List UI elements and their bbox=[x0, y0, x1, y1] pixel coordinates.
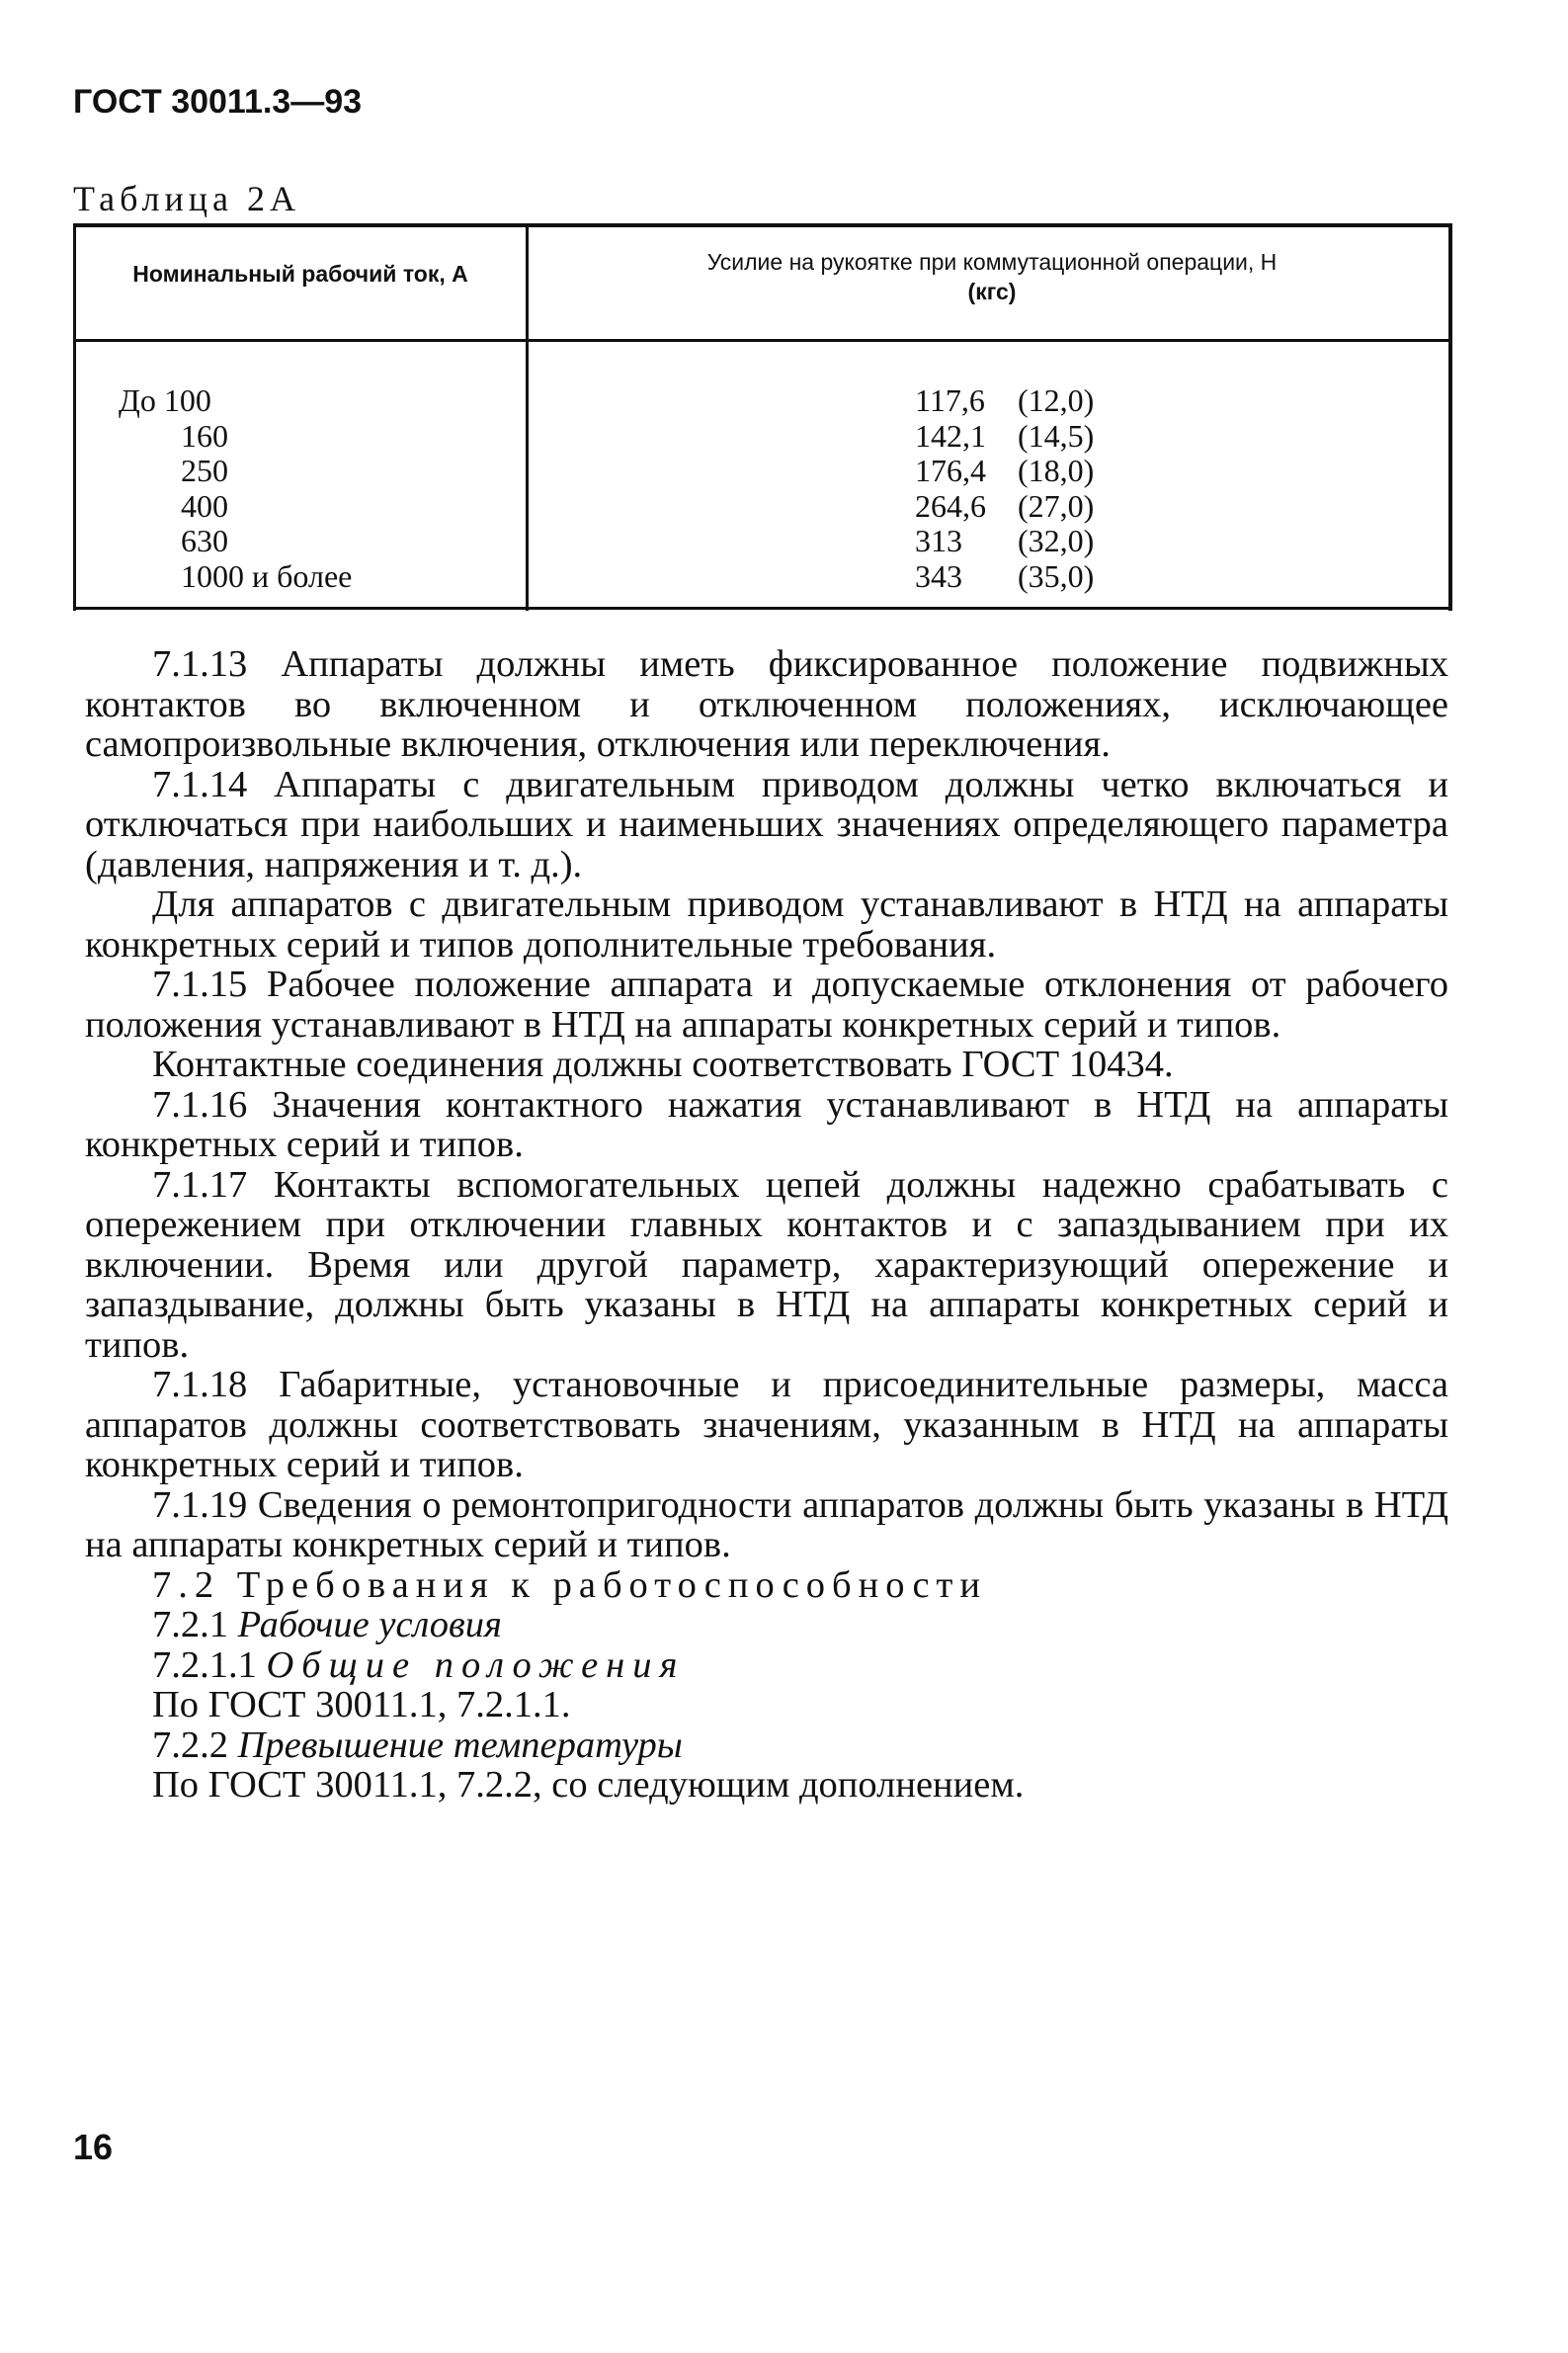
column-header-force-unit: (кгс) bbox=[967, 279, 1017, 304]
table-cell-force: 343 bbox=[915, 557, 962, 594]
paragraph-motor-drive: Для аппаратов с двигательным приводом устанавливают в НТД на аппараты конкретных серий и типов дополнительные требования. bbox=[85, 883, 1448, 966]
paragraph-7-1-15: 7.1.15 Рабочее положение аппарата и допускаемые отклонения от рабочего положения устанавливают в НТД на аппараты конкретных серий и типов. bbox=[85, 964, 1448, 1046]
section-title: Общие положения bbox=[266, 1643, 686, 1686]
paragraph-7-1-16: 7.1.16 Значения контактного нажатия устанавливают в НТД на аппараты конкретных серий и типов. bbox=[85, 1083, 1448, 1165]
column-header-force bbox=[547, 247, 1437, 306]
paragraph-7-1-18: 7.1.18 Габаритные, установочные и присоединительные размеры, масса аппаратов должны соответствовать значениям, указанным в НТД на аппараты конкретных серий и типов. bbox=[85, 1364, 1448, 1485]
table-row bbox=[915, 419, 1094, 455]
page-number: 16 bbox=[73, 2127, 114, 2167]
section-7-2-1-1-text: По ГОСТ 30011.1, 7.2.1.1. bbox=[152, 1684, 571, 1725]
table-cell-current: 400 bbox=[181, 487, 228, 524]
column-header-force-label: Усилие на рукоятке при коммутационной операции, Н bbox=[706, 249, 1278, 275]
table-cell-kgf: (14,5) bbox=[1018, 417, 1095, 454]
section-7-2-2-text: По ГОСТ 30011.1, 7.2.2, со следующим дополнением. bbox=[152, 1764, 1025, 1806]
table-cell-kgf: (18,0) bbox=[1018, 453, 1095, 488]
table-cell-force: 142,1 bbox=[915, 417, 986, 454]
document-header: ГОСТ 30011.3—93 bbox=[73, 83, 363, 121]
section-7-2-1-heading bbox=[85, 1605, 1448, 1645]
table-cell-kgf: (32,0) bbox=[1018, 523, 1095, 558]
force-column bbox=[915, 383, 1094, 594]
table-row bbox=[915, 559, 1094, 595]
body-text bbox=[85, 644, 1448, 1806]
table-header-rule bbox=[73, 339, 1452, 342]
paragraph-7-1-17: 7.1.17 Контакты вспомогательных цепей должны надежно срабатывать с опережением при отключении главных контактов и с запаздыванием при их включении. Время или другой параметр, характеризующий опережение и запаздывание, должны быть указаны в НТД на аппараты конкретных серий и типов. bbox=[85, 1163, 1448, 1366]
section-7-2-2-heading bbox=[85, 1725, 1448, 1766]
section-title: Рабочие условия bbox=[237, 1604, 502, 1645]
section-7-2-heading bbox=[85, 1565, 1448, 1606]
table-row bbox=[915, 383, 1094, 419]
table-cell-kgf: (27,0) bbox=[1018, 487, 1095, 524]
column-header-current: Номинальный рабочий ток, А bbox=[132, 261, 468, 287]
table-cell-current: 1000 и более bbox=[181, 557, 353, 594]
table-cell-force: 117,6 bbox=[915, 382, 985, 418]
table-column-separator bbox=[526, 223, 529, 611]
table-cell-kgf: (35,0) bbox=[1018, 557, 1095, 594]
table-cell-current: 160 bbox=[181, 417, 228, 454]
paragraph-7-1-13: 7.1.13 Аппараты должны иметь фиксированное положение подвижных контактов во включенном и отключенном положениях, исключающее самопроизвольные включения, отключения или переключения. bbox=[85, 643, 1448, 765]
table-right-border bbox=[1448, 223, 1452, 611]
section-number: 7.2.1 bbox=[152, 1604, 228, 1645]
table-cell-current: До 100 bbox=[119, 382, 211, 418]
table-cell-kgf: (12,0) bbox=[1018, 382, 1095, 418]
table-left-border bbox=[73, 223, 76, 611]
table-row bbox=[915, 454, 1094, 489]
paragraph-7-1-19: 7.1.19 Сведения о ремонтопригодности аппаратов должны быть указаны в НТД на аппараты конкретных серий и типов. bbox=[85, 1483, 1448, 1565]
table-cell-force: 313 bbox=[915, 523, 962, 558]
table-cell-current: 630 bbox=[181, 523, 228, 558]
section-title: Превышение температуры bbox=[237, 1723, 683, 1766]
table-bottom-rule bbox=[73, 607, 1452, 610]
current-column bbox=[119, 383, 352, 594]
section-7-2-1-1-heading bbox=[85, 1645, 1448, 1686]
table-cell-current: 250 bbox=[181, 453, 228, 488]
table-caption: Таблица 2А bbox=[73, 179, 300, 218]
section-number: 7.2.2 bbox=[152, 1723, 228, 1766]
table-row bbox=[915, 489, 1094, 525]
table-cell-force: 176,4 bbox=[915, 453, 986, 488]
section-number: 7.2.1.1 bbox=[152, 1643, 257, 1686]
paragraph-contact-connections: Контактные соединения должны соответствовать ГОСТ 10434. bbox=[152, 1044, 1174, 1085]
table-top-rule bbox=[73, 223, 1452, 227]
table-cell-force: 264,6 bbox=[915, 487, 986, 524]
paragraph-7-1-14: 7.1.14 Аппараты с двигательным приводом должны четко включаться и отключаться при наибольших и наименьших значениях определяющего параметра (давления, напряжения и т. д.). bbox=[85, 763, 1448, 885]
table-row bbox=[915, 524, 1094, 559]
force-table bbox=[73, 223, 1452, 611]
section-number: 7.2 bbox=[152, 1563, 221, 1606]
section-title: Требования к работоспособности bbox=[236, 1563, 987, 1606]
